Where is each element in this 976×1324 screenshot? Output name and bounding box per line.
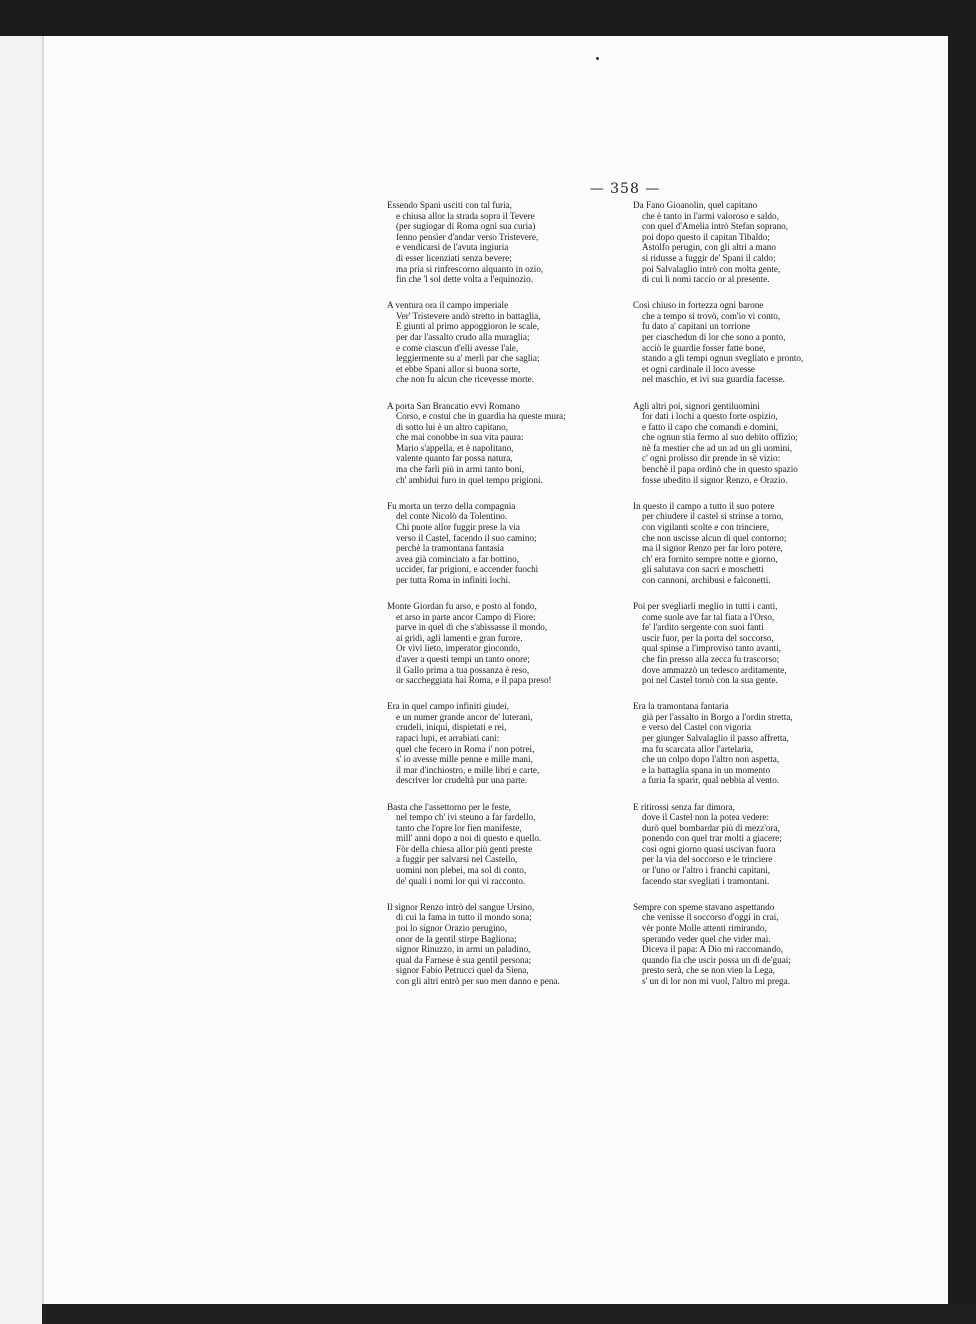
stanza <box>387 501 625 586</box>
verse-line: rapaci lupi, et arrabiati cani: <box>396 733 500 744</box>
verse-line: a furia fa sparir, qual nebbia al vento. <box>642 775 780 786</box>
verse-line: s' un di lor non mi vuol, l'altro mi prega. <box>642 975 790 986</box>
verse-line: presto serà, che se non vien la Lega, <box>642 965 775 976</box>
stanza <box>633 401 859 486</box>
verse-line: perchè la tramontana fantasia <box>396 543 504 554</box>
verse-line: che ognun stia fermo al suo debito offizio; <box>642 432 798 443</box>
verse-line: ma fu scarcata allor l'artelaria, <box>642 743 754 754</box>
verse-line: or saccheggiata hai Roma, e il papa preso! <box>396 675 552 686</box>
verse-line: che a tempo si trovò, com'io vi conto, <box>642 310 781 321</box>
scanner-border-left <box>0 36 42 1324</box>
verse-line: Monte Giordan fu arso, e posto al fondo, <box>387 601 537 611</box>
verse-line: Corso, e costui che in guardia ha queste mura; <box>396 411 566 422</box>
verse-line: di cui li nomi taccio or al presente. <box>642 274 770 285</box>
verse-line: già per l'assalto in Borgo a l'ordin stretta, <box>642 711 793 722</box>
verse-line: Ver' Tristevere andò stretto in battaglia, <box>396 310 541 321</box>
verse-line: benchè il papa ordinò che in questo spazio <box>642 464 798 475</box>
verse-line: il mar d'inchiostro, e mille libri e carte, <box>396 764 540 775</box>
verse-line: per giunger Salvalaglio il passo affretta, <box>642 733 789 744</box>
verse-line: Poi per svegliarli meglio in tutti i canti, <box>633 601 778 611</box>
verse-line: Il signor Renzo intrò del sangue Ursino, <box>387 901 535 912</box>
verse-line: poi nel Castel tornò con la sua gente. <box>642 675 778 686</box>
scanner-border-bottom <box>0 1304 976 1324</box>
verse-line: s' io avesse mille penne e mille mani, <box>396 754 533 765</box>
verse-line: dove ammazzò un tedesco arditamente, <box>642 664 787 675</box>
verse-line: for dati i lochi a questo forte ospizio, <box>642 411 778 422</box>
verse-line: per dar l'assalto crudo alla muraglia; <box>396 332 530 343</box>
verse-line: qual spinse a l'improviso tanto avanti, <box>642 643 781 654</box>
stanza <box>387 200 625 285</box>
verse-line: facendo star svegliati i tramontani. <box>642 875 770 886</box>
verse-line: vèr ponte Molle attenti rimirando, <box>642 922 767 933</box>
verse-line: et ogni cardinale il loco avesse <box>642 363 756 374</box>
stanza <box>387 601 625 686</box>
verse-line: con quel d'Amelia intrò Stefan soprano, <box>642 221 789 232</box>
verse-line: Fòr della chiesa allor più genti preste <box>396 843 533 854</box>
stanza <box>633 601 859 686</box>
verse-line: di sotto lui è un altro capitano, <box>396 421 509 432</box>
verse-line: con gli altri entrò per suo men danno e pena. <box>396 975 560 986</box>
verse-line: nel maschio, et ivi sua guardia facesse. <box>642 374 785 385</box>
verse-line: fin che 'l sol dette volta a l'equinozio. <box>396 274 534 285</box>
verse-line: con vigilanti scolte e con trinciere, <box>642 521 770 532</box>
verse-line: per ciaschedun di lor che sono a ponto, <box>642 332 786 343</box>
verse-line: ai gridi, agli lamenti e gran furore. <box>396 632 523 643</box>
verse-line: a fuggir per salvarsi nel Castello, <box>396 854 518 865</box>
verse-line: valente quanto far possa natura, <box>396 453 513 464</box>
stanza <box>633 902 859 987</box>
verse-line: onor de la gentil stirpe Baglionа; <box>396 933 517 944</box>
verse-line: descriver lor crudeltà pur una parte. <box>396 775 528 786</box>
verse-line: parve in quel dì che s'abissasse il mondo, <box>396 622 548 633</box>
verse-line: Sempre con speme stavano aspettando <box>633 901 775 912</box>
stanza <box>387 902 625 987</box>
stanza <box>633 300 859 385</box>
verse-line: che non uscisse alcun di quel contorno; <box>642 532 787 543</box>
verse-line: nel tempo ch' ivi steuno a far fardello, <box>396 812 536 823</box>
verse-line: fenno pensier d'andar verso Tristevere, <box>396 231 539 242</box>
verse-line: fu dato a' capitani un torrione <box>642 321 751 332</box>
verse-line: per la via del soccorso e le trinciere <box>642 854 773 865</box>
stanza <box>387 701 625 786</box>
verse-line: Chi puote allor fuggir prese la via <box>396 521 520 532</box>
verse-line: poi dopo questo il capitan Tibaldo; <box>642 231 770 242</box>
right-column <box>633 200 859 1002</box>
verse-line: crudeli, iniqui, dispietati e rei, <box>396 722 507 733</box>
verse-line: che un colpo dopo l'altro non aspetta, <box>642 754 780 765</box>
verse-line: e un numer grande ancor de' luterani, <box>396 711 533 722</box>
verse-line: si ridusse a fuggir de' Spani il caldo; <box>642 252 776 263</box>
verse-line: Era la tramontana fantaria <box>633 701 729 712</box>
verse-line: poi Salvalaglio intrò con molta gente, <box>642 263 781 274</box>
left-column <box>387 200 625 1002</box>
verse-line: poi lo signor Orazio perugino, <box>396 922 507 933</box>
verse-line: che venisse il soccorso d'oggi in crai, <box>642 912 779 923</box>
verse-line: Basta che l'assettorno per le feste, <box>387 801 512 812</box>
verse-line: uomini non plebei, ma sol di conto, <box>396 865 527 876</box>
verse-line: fosse ubedito il signor Renzo, e Orazio. <box>642 474 788 485</box>
verse-line: dove il Castel non la potea vedere: <box>642 812 770 823</box>
verse-line: E giunti al primo appoggioron le scale, <box>396 321 540 332</box>
verse-line: In questo il campo a tutto il suo potere <box>633 500 775 511</box>
verse-line: Da Fano Gioanolin, quel capitano <box>633 200 758 210</box>
verse-line: ch' ambidui furo in quel tempo prigioni. <box>396 474 543 485</box>
verse-line: gli salutava con sacri e moschetti <box>642 564 764 575</box>
verse-line: e come ciascun d'elli avesse l'ale, <box>396 342 519 353</box>
verse-line: A ventura ora il campo imperiale <box>387 300 509 311</box>
verse-line: or l'uno or l'altro i franchi capitani, <box>642 865 771 876</box>
verse-line: signor Rinuzzo, in armi un paladino, <box>396 944 531 955</box>
verse-line: con cannoni, archibusi e falconetti. <box>642 574 771 585</box>
verse-line: che mai conobbe in sua vita paura: <box>396 432 524 443</box>
verse-line: Così chiuso in fortezza ogni barone <box>633 300 764 311</box>
verse-line: tanto che l'opre lor fien manifeste, <box>396 822 522 833</box>
scanner-border-right <box>950 0 976 1324</box>
verse-line: acciò le guardie fosser fatte bone, <box>642 342 766 353</box>
verse-line: il Gallo prima a tua possanza è reso, <box>396 664 530 675</box>
verse-line: signor Fabio Petrucci quel da Siena, <box>396 965 529 976</box>
verse-line: durò quel bombardar più di mezz'ora, <box>642 822 780 833</box>
verse-line: fe' l'ardito sergente con suoi fanti <box>642 622 764 633</box>
verse-line: leggiermente su a' merli par che saglia; <box>396 353 540 364</box>
verse-line: E ritirossi senza far dimora, <box>633 801 735 812</box>
verse-line: ma pria si rinfrescorno alquanto in ozio, <box>396 263 544 274</box>
verse-line: e fatto il capo che comandi e domini, <box>642 421 779 432</box>
verse-line: così ogni giorno quasi uscivan fuora <box>642 843 776 854</box>
verse-line: A porta San Brancatio evvi Romano <box>387 400 520 411</box>
verse-line: Agli altri poi, signori gentiluomini <box>633 400 760 411</box>
stanza <box>633 200 859 285</box>
verse-line: nè fa mestier che ad un ad un gli uomini, <box>642 442 793 453</box>
verse-line: e vendicarsi de l'avuta ingiuria <box>396 242 509 253</box>
verse-line: per tutta Roma in infiniti lochi. <box>396 574 511 585</box>
verse-line: e chiusa allor la strada sopra il Tevere <box>396 210 535 221</box>
verse-line: et arso in parte ancor Campo di Fiore: <box>396 611 536 622</box>
verse-line: e la battaglia spana in un momento <box>642 764 771 775</box>
verse-line: come suole ave far tal fiata a l'Orso, <box>642 611 775 622</box>
verse-line: sperando veder quel che vider mai. <box>642 933 771 944</box>
stanza <box>633 501 859 586</box>
verse-line: c' ogni prolisso dir prende in sè vizio: <box>642 453 781 464</box>
verse-line: Mario s'appella, et è napolitano, <box>396 442 514 453</box>
verse-line: quel che fecero in Roma i' non potrei, <box>396 743 535 754</box>
stanza <box>387 802 625 887</box>
verse-line: verso il Castel, facendo il suo camino; <box>396 532 537 543</box>
verse-line: di esser licenziati senza bevere; <box>396 252 512 263</box>
verse-line: per chiudere il castel si strinse a torno, <box>642 511 784 522</box>
stanza <box>387 300 625 385</box>
verse-line: che non fu alcun che ricevesse morte. <box>396 374 535 385</box>
scanner-border-top <box>0 0 976 36</box>
verse-line: che fin presso alla zecca fu trascorso; <box>642 653 780 664</box>
stanza <box>633 701 859 786</box>
verse-line: Astolfo perugin, con gli altri a mano <box>642 242 776 253</box>
verse-line: ponendo con quel trar molti a giacere; <box>642 833 782 844</box>
page-number: — 358 — <box>589 181 661 197</box>
verse-line: del conte Nicolò da Tolentino. <box>396 511 508 522</box>
verse-line: Essendo Spani usciti con tal furia, <box>387 200 513 210</box>
verse-line: che è tanto in l'armi valoroso e saldo, <box>642 210 779 221</box>
stanza <box>387 401 625 486</box>
verse-line: uscir fuor, per la porta del soccorso, <box>642 632 774 643</box>
ink-speck <box>596 57 599 60</box>
verse-line: Diceva il papa: A Dio mi raccomando, <box>642 944 784 955</box>
verse-line: (per sugiogar di Roma ogni sua curia) <box>396 221 536 232</box>
verse-line: stando a gli tempi ognun svegliato e pronto, <box>642 353 804 364</box>
verse-line: de' quali i nomi lor qui vi racconto. <box>396 875 526 886</box>
stanza <box>633 802 859 887</box>
verse-line: avea già cominciato a far bottino, <box>396 553 519 564</box>
verse-line: Fu morta un terzo della compagnia <box>387 500 516 511</box>
verse-line: qual da Farnese è sua gentil persona; <box>396 954 532 965</box>
verse-line: di cui la fama in tutto il mondo sona; <box>396 912 532 923</box>
verse-line: d'aver a questi tempi un tanto onore; <box>396 653 530 664</box>
verse-line: ma il signor Renzo per far loro potere, <box>642 543 783 554</box>
verse-line: e verso del Castel con vigoria <box>642 722 751 733</box>
verse-line: mill' anni dopo a noi di questo e quello. <box>396 833 542 844</box>
verse-line: uccider, far prigioni, e accender fuochi <box>396 564 539 575</box>
verse-line: Era in quel campo infiniti giudei, <box>387 701 509 712</box>
verse-line: quando fia che uscir possa un dì de'guai; <box>642 954 791 965</box>
verse-line: ch' era fornito sempre notte e giorno, <box>642 553 778 564</box>
verse-line: et ebbe Spani allor sì buona sorte, <box>396 363 521 374</box>
verse-line: Or vivi lieto, imperator giocondo, <box>396 643 521 654</box>
verse-line: ma che farli più in armi tanto boni, <box>396 464 525 475</box>
